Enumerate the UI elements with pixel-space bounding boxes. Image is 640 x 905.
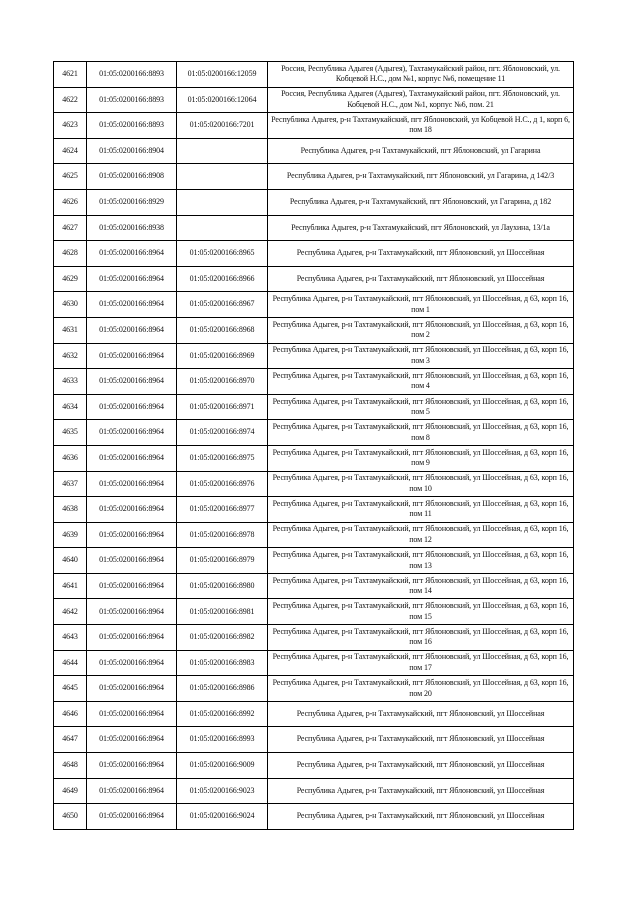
cadastral-number: 01:05:0200166:8982 [177, 625, 268, 651]
row-number: 4628 [54, 241, 87, 267]
cadastral-number: 01:05:0200166:8975 [177, 445, 268, 471]
parent-cadastral-number: 01:05:0200166:8908 [87, 164, 177, 190]
row-number: 4622 [54, 87, 87, 113]
parent-cadastral-number: 01:05:0200166:8964 [87, 804, 177, 830]
row-number: 4627 [54, 215, 87, 241]
row-number: 4626 [54, 189, 87, 215]
table-row [54, 138, 574, 164]
address-cell: Республика Адыгея, р-н Тахтамукайский, пгт Яблоновский, ул Шоссейная, д 63, корп 16, пом 9 [268, 445, 574, 471]
row-number: 4621 [54, 62, 87, 88]
parent-cadastral-number: 01:05:0200166:8964 [87, 497, 177, 523]
row-number: 4640 [54, 548, 87, 574]
cadastral-number: 01:05:0200166:8978 [177, 522, 268, 548]
cadastral-number [177, 138, 268, 164]
address-cell: Республика Адыгея, р-н Тахтамукайский, пгт Яблоновский, ул Шоссейная [268, 727, 574, 753]
cadastral-number: 01:05:0200166:8971 [177, 394, 268, 420]
parent-cadastral-number: 01:05:0200166:8964 [87, 241, 177, 267]
row-number: 4650 [54, 804, 87, 830]
parent-cadastral-number: 01:05:0200166:8893 [87, 62, 177, 88]
row-number: 4644 [54, 650, 87, 676]
row-number: 4630 [54, 292, 87, 318]
row-number: 4643 [54, 625, 87, 651]
address-cell: Россия, Республика Адыгея (Адыгея), Тахтамукайский район, пгт. Яблоновский, ул. Кобцевой Н.С., дом №1, корпус №6, помещение 11 [268, 62, 574, 88]
parent-cadastral-number: 01:05:0200166:8929 [87, 189, 177, 215]
cadastral-number: 01:05:0200166:9023 [177, 778, 268, 804]
table-row [54, 676, 574, 702]
address-cell: Республика Адыгея, р-н Тахтамукайский, пгт Яблоновский, ул Шоссейная, д 63, корп 16, пом 15 [268, 599, 574, 625]
table-row [54, 87, 574, 113]
table-row [54, 189, 574, 215]
row-number: 4639 [54, 522, 87, 548]
table-row [54, 394, 574, 420]
table-row [54, 753, 574, 779]
address-cell: Республика Адыгея, р-н Тахтамукайский, пгт Яблоновский, ул Шоссейная, д 63, корп 16, пом 12 [268, 522, 574, 548]
row-number: 4648 [54, 753, 87, 779]
table-row [54, 471, 574, 497]
parent-cadastral-number: 01:05:0200166:8964 [87, 727, 177, 753]
address-cell: Республика Адыгея, р-н Тахтамукайский, пгт Яблоновский, ул Шоссейная [268, 778, 574, 804]
table-row [54, 62, 574, 88]
parent-cadastral-number: 01:05:0200166:8964 [87, 778, 177, 804]
cadastral-number: 01:05:0200166:12064 [177, 87, 268, 113]
address-cell: Республика Адыгея, р-н Тахтамукайский, пгт Яблоновский, ул Лаухина, 13/1а [268, 215, 574, 241]
table-row [54, 599, 574, 625]
cadastral-number: 01:05:0200166:8980 [177, 573, 268, 599]
parent-cadastral-number: 01:05:0200166:8964 [87, 573, 177, 599]
table-body [54, 62, 574, 830]
address-cell: Республика Адыгея, р-н Тахтамукайский, пгт Яблоновский, ул Шоссейная, д 63, корп 16, пом 2 [268, 317, 574, 343]
row-number: 4623 [54, 113, 87, 139]
cadastral-number [177, 215, 268, 241]
address-cell: Республика Адыгея, р-н Тахтамукайский, пгт Яблоновский, ул Шоссейная [268, 753, 574, 779]
cadastral-number: 01:05:0200166:8977 [177, 497, 268, 523]
address-cell: Республика Адыгея, р-н Тахтамукайский, пгт Яблоновский, ул Шоссейная, д 63, корп 16, пом 16 [268, 625, 574, 651]
cadastral-number: 01:05:0200166:9009 [177, 753, 268, 779]
cadastral-number: 01:05:0200166:8969 [177, 343, 268, 369]
table-row [54, 548, 574, 574]
address-cell: Республика Адыгея, р-н Тахтамукайский, пгт Яблоновский, ул Шоссейная, д 63, корп 16, пом 5 [268, 394, 574, 420]
address-cell: Республика Адыгея, р-н Тахтамукайский, пгт Яблоновский, ул Шоссейная, д 63, корп 16, пом 10 [268, 471, 574, 497]
address-cell: Республика Адыгея, р-н Тахтамукайский, пгт Яблоновский, ул Гагарина [268, 138, 574, 164]
table-row [54, 650, 574, 676]
cadastral-number: 01:05:0200166:8981 [177, 599, 268, 625]
parent-cadastral-number: 01:05:0200166:8964 [87, 650, 177, 676]
address-cell: Республика Адыгея, р-н Тахтамукайский, пгт Яблоновский, ул Шоссейная, д 63, корп 16, пом 3 [268, 343, 574, 369]
table-row [54, 266, 574, 292]
parent-cadastral-number: 01:05:0200166:8964 [87, 599, 177, 625]
address-cell: Республика Адыгея, р-н Тахтамукайский, пгт Яблоновский, ул Шоссейная, д 63, корп 16, пом 11 [268, 497, 574, 523]
parent-cadastral-number: 01:05:0200166:8893 [87, 113, 177, 139]
address-cell: Республика Адыгея, р-н Тахтамукайский, пгт Яблоновский, ул Шоссейная, д 63, корп 16, пом 14 [268, 573, 574, 599]
address-cell: Республика Адыгея, р-н Тахтамукайский, пгт Яблоновский, ул Шоссейная, д 63, корп 16, пом 13 [268, 548, 574, 574]
row-number: 4645 [54, 676, 87, 702]
address-cell: Республика Адыгея, р-н Тахтамукайский, пгт Яблоновский, ул Шоссейная [268, 804, 574, 830]
table-row [54, 522, 574, 548]
address-cell: Республика Адыгея, р-н Тахтамукайский, пгт Яблоновский, ул Кобцевой Н.С., д 1, корп 6, пом 18 [268, 113, 574, 139]
row-number: 4642 [54, 599, 87, 625]
parent-cadastral-number: 01:05:0200166:8964 [87, 420, 177, 446]
cadastral-number [177, 189, 268, 215]
cadastral-number: 01:05:0200166:12059 [177, 62, 268, 88]
parent-cadastral-number: 01:05:0200166:8964 [87, 753, 177, 779]
table-row [54, 317, 574, 343]
address-cell: Республика Адыгея, р-н Тахтамукайский, пгт Яблоновский, ул Шоссейная, д 63, корп 16, пом 1 [268, 292, 574, 318]
parent-cadastral-number: 01:05:0200166:8964 [87, 445, 177, 471]
table-row [54, 241, 574, 267]
cadastral-number: 01:05:0200166:9024 [177, 804, 268, 830]
table-row [54, 292, 574, 318]
address-cell: Россия, Республика Адыгея (Адыгея), Тахтамукайский район, пгт. Яблоновский, ул. Кобцевой Н.С., дом №1, корпус №6, пом. 21 [268, 87, 574, 113]
address-cell: Республика Адыгея, р-н Тахтамукайский, пгт Яблоновский, ул Шоссейная [268, 266, 574, 292]
row-number: 4631 [54, 317, 87, 343]
row-number: 4634 [54, 394, 87, 420]
parent-cadastral-number: 01:05:0200166:8964 [87, 548, 177, 574]
cadastral-number: 01:05:0200166:8968 [177, 317, 268, 343]
table-row [54, 215, 574, 241]
cadastral-number: 01:05:0200166:8966 [177, 266, 268, 292]
row-number: 4629 [54, 266, 87, 292]
parent-cadastral-number: 01:05:0200166:8964 [87, 317, 177, 343]
cadastral-number: 01:05:0200166:8974 [177, 420, 268, 446]
parent-cadastral-number: 01:05:0200166:8964 [87, 369, 177, 395]
parent-cadastral-number: 01:05:0200166:8893 [87, 87, 177, 113]
address-cell: Республика Адыгея, р-н Тахтамукайский, пгт Яблоновский, ул Гагарина, д 142/3 [268, 164, 574, 190]
cadastral-number: 01:05:0200166:8965 [177, 241, 268, 267]
row-number: 4625 [54, 164, 87, 190]
address-cell: Республика Адыгея, р-н Тахтамукайский, пгт Яблоновский, ул Шоссейная, д 63, корп 16, пом 8 [268, 420, 574, 446]
row-number: 4636 [54, 445, 87, 471]
cadastral-table [53, 61, 574, 830]
row-number: 4647 [54, 727, 87, 753]
parent-cadastral-number: 01:05:0200166:8964 [87, 676, 177, 702]
table-row [54, 445, 574, 471]
row-number: 4635 [54, 420, 87, 446]
parent-cadastral-number: 01:05:0200166:8964 [87, 266, 177, 292]
parent-cadastral-number: 01:05:0200166:8964 [87, 292, 177, 318]
parent-cadastral-number: 01:05:0200166:8964 [87, 394, 177, 420]
table-row [54, 343, 574, 369]
row-number: 4633 [54, 369, 87, 395]
address-cell: Республика Адыгея, р-н Тахтамукайский, пгт Яблоновский, ул Гагарина, д 182 [268, 189, 574, 215]
cadastral-number: 01:05:0200166:8967 [177, 292, 268, 318]
cadastral-number: 01:05:0200166:8983 [177, 650, 268, 676]
row-number: 4632 [54, 343, 87, 369]
table-row [54, 778, 574, 804]
row-number: 4638 [54, 497, 87, 523]
parent-cadastral-number: 01:05:0200166:8938 [87, 215, 177, 241]
cadastral-number [177, 164, 268, 190]
parent-cadastral-number: 01:05:0200166:8904 [87, 138, 177, 164]
parent-cadastral-number: 01:05:0200166:8964 [87, 343, 177, 369]
cadastral-number: 01:05:0200166:8992 [177, 701, 268, 727]
table-row [54, 420, 574, 446]
address-cell: Республика Адыгея, р-н Тахтамукайский, пгт Яблоновский, ул Шоссейная, д 63, корп 16, пом 20 [268, 676, 574, 702]
parent-cadastral-number: 01:05:0200166:8964 [87, 701, 177, 727]
table-row [54, 369, 574, 395]
table-row [54, 727, 574, 753]
row-number: 4641 [54, 573, 87, 599]
row-number: 4649 [54, 778, 87, 804]
cadastral-number: 01:05:0200166:8993 [177, 727, 268, 753]
address-cell: Республика Адыгея, р-н Тахтамукайский, пгт Яблоновский, ул Шоссейная [268, 241, 574, 267]
address-cell: Республика Адыгея, р-н Тахтамукайский, пгт Яблоновский, ул Шоссейная [268, 701, 574, 727]
table-row [54, 113, 574, 139]
cadastral-number: 01:05:0200166:7201 [177, 113, 268, 139]
table-row [54, 804, 574, 830]
cadastral-number: 01:05:0200166:8976 [177, 471, 268, 497]
parent-cadastral-number: 01:05:0200166:8964 [87, 625, 177, 651]
row-number: 4624 [54, 138, 87, 164]
table-row [54, 497, 574, 523]
table-row [54, 625, 574, 651]
table-row [54, 701, 574, 727]
address-cell: Республика Адыгея, р-н Тахтамукайский, пгт Яблоновский, ул Шоссейная, д 63, корп 16, пом 4 [268, 369, 574, 395]
parent-cadastral-number: 01:05:0200166:8964 [87, 471, 177, 497]
cadastral-number: 01:05:0200166:8986 [177, 676, 268, 702]
address-cell: Республика Адыгея, р-н Тахтамукайский, пгт Яблоновский, ул Шоссейная, д 63, корп 16, пом 17 [268, 650, 574, 676]
table-row [54, 573, 574, 599]
parent-cadastral-number: 01:05:0200166:8964 [87, 522, 177, 548]
cadastral-number: 01:05:0200166:8970 [177, 369, 268, 395]
row-number: 4637 [54, 471, 87, 497]
table-row [54, 164, 574, 190]
cadastral-number: 01:05:0200166:8979 [177, 548, 268, 574]
row-number: 4646 [54, 701, 87, 727]
